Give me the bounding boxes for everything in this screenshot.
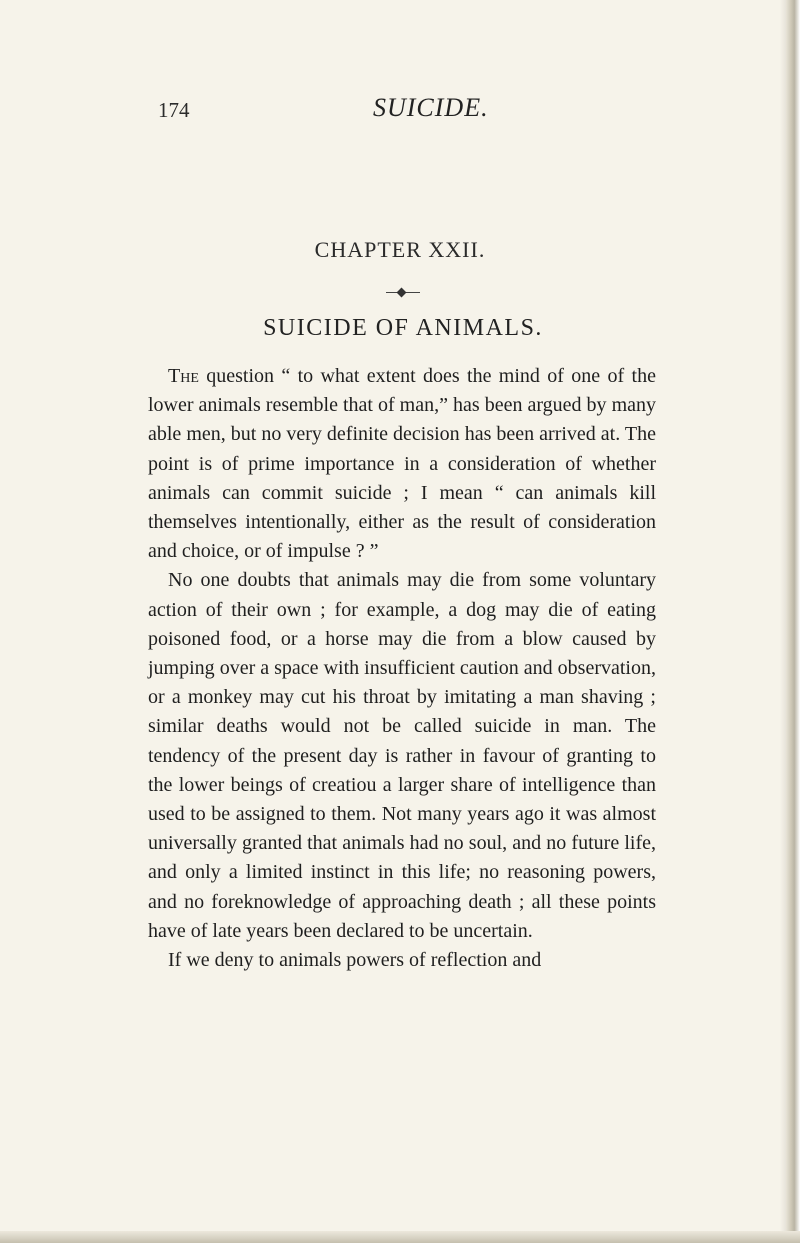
chapter-heading: CHAPTER XXII. [314,237,486,262]
book-fore-edge [786,0,800,1243]
page-number: 174 [158,98,190,122]
paragraph-1-text: question “ to what extent does the mind of one of the lower animals resemble that of man,” has been argued by many able men, but no very definite decision has been arrived at. The point is of prime importance in a consideration of whether animals can commit suicide ; I mean “ can animals kill themselves intentionally, either as the result of consideration and choice, or of impulse ? ” [148,365,656,563]
chapter-title: SUICIDE OF ANIMALS. [263,315,543,341]
body-text [148,362,656,975]
paragraph-3: If we deny to animals powers of reflection and [168,949,542,972]
paragraph-2: No one doubts that animals may die from some voluntary action of their own ; for example, a dog may die of eating poisoned food, or a horse may die from a blow caused by jumping over a space with insufficient caution and observation, or a monkey may cut his throat by imitating a man shaving ; similar deaths would not be called suicide in man. The tendency of the present day is rather in favour of granting to the lower beings of creatiou a larger share of intelligence than used to be assigned to them. Not many years ago it was almost universally granted that animals had no soul, and no future life, and only a limited instinct in this life; no reasoning powers, and no foreknowledge of approaching death ; all these points have of late years been declared to be uncertain. [148,569,656,942]
running-title: SUICIDE. [373,93,489,122]
paragraph-1 [148,362,656,566]
paragraph-lead-word: The [168,365,199,387]
page-bottom-edge [0,1231,800,1243]
